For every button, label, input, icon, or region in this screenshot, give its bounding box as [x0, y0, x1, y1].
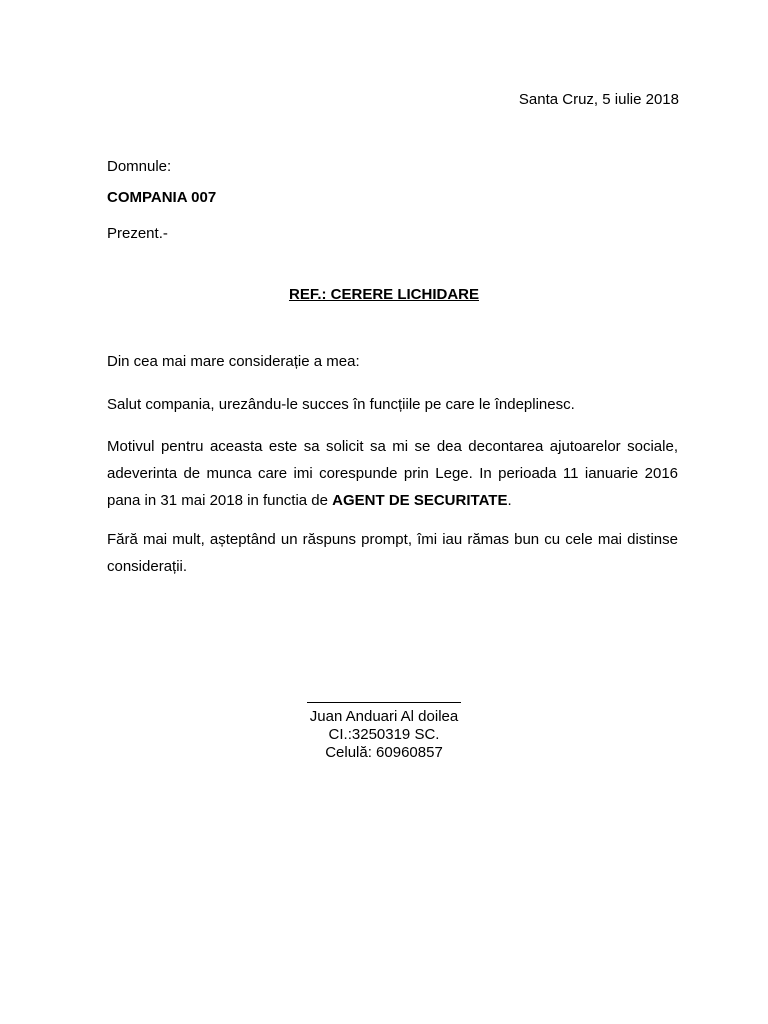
- date-line: Santa Cruz, 5 iulie 2018: [518, 91, 679, 108]
- motiv-paragraph: [107, 433, 678, 514]
- motiv-text: Motivul pentru aceasta este sa solicit sa mi se dea decontarea ajutoarelor sociale, adeverinta de munca care imi corespunde prin Lege. In perioada 11 ianuarie 2016 pana in 31 mai 2018 in functia de: [107, 438, 678, 509]
- salutation: Domnule:: [107, 158, 172, 175]
- signature-block: [0, 686, 768, 762]
- greeting-paragraph: Din cea mai mare considerație a mea:: [107, 353, 360, 370]
- job-title: AGENT DE SECURITATE: [332, 492, 508, 509]
- signature-id: CI.:3250319 SC.: [328, 726, 440, 743]
- present-line: Prezent.-: [107, 225, 168, 242]
- recipient-company: COMPANIA 007: [107, 189, 217, 206]
- closing-paragraph: Fără mai mult, așteptând un răspuns prompt, îmi iau rămas bun cu cele mai distinse considerații.: [107, 531, 678, 575]
- salut-paragraph: Salut compania, urezându-le succes în funcțiile pe care le îndeplinesc.: [107, 396, 575, 413]
- signature-phone: Celulă: 60960857: [325, 744, 443, 761]
- signature-name: Juan Anduari Al doilea: [309, 708, 459, 725]
- reference-subject: REF.: CERERE LICHIDARE: [288, 286, 479, 303]
- signature-line: [307, 686, 461, 703]
- motiv-period: .: [507, 492, 512, 509]
